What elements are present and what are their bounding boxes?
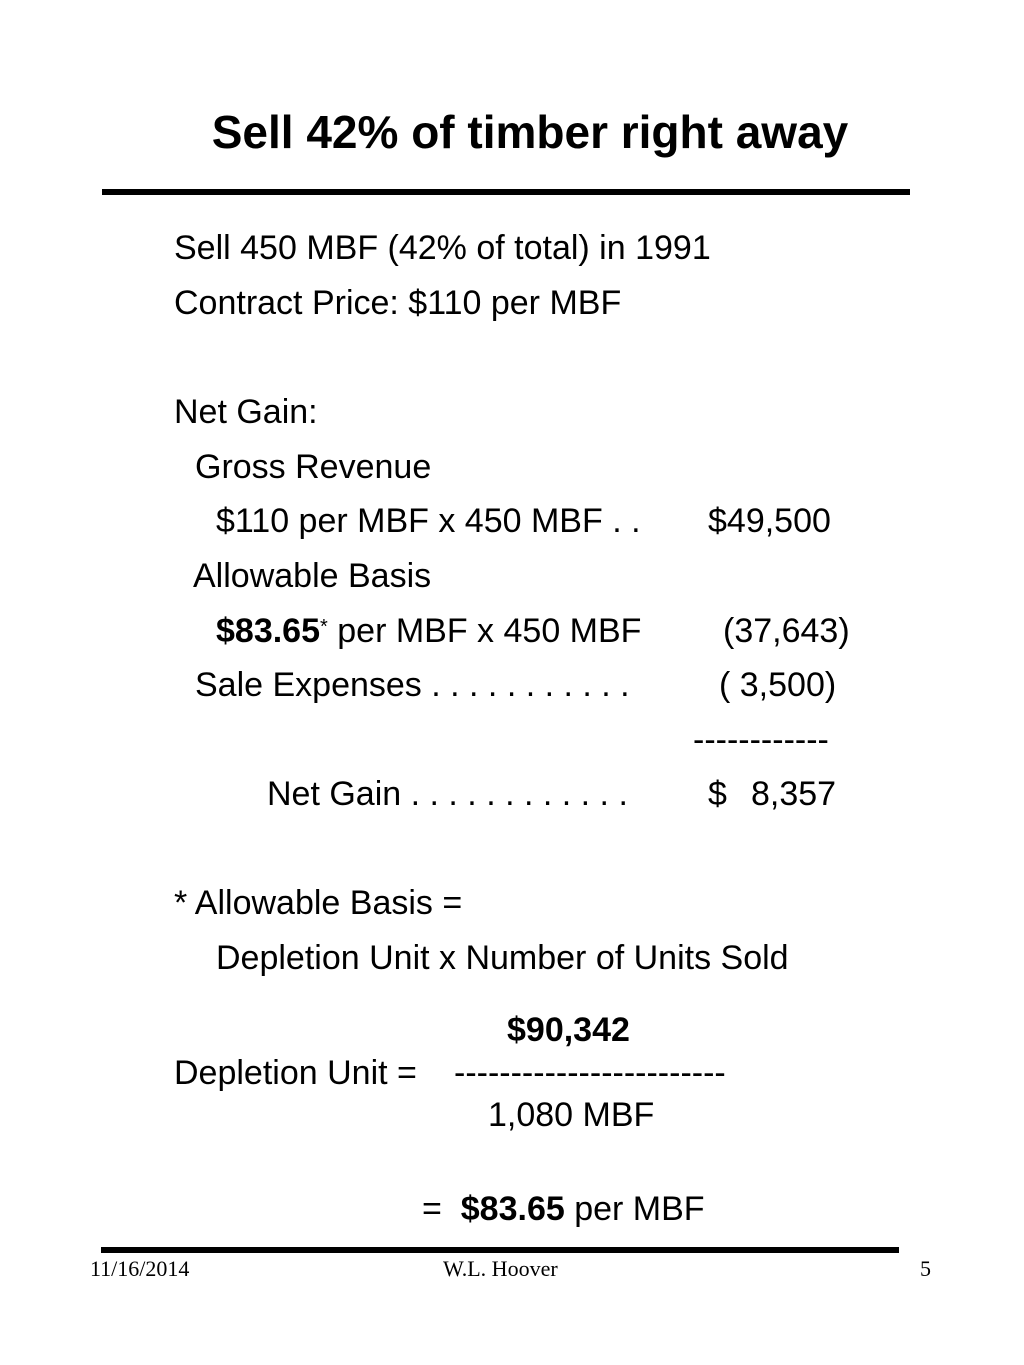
title-divider xyxy=(102,189,910,195)
allowable-basis-calc-row xyxy=(216,611,641,651)
gross-revenue-value: $49,500 xyxy=(708,502,831,540)
footer-divider xyxy=(101,1247,899,1253)
contract-price-line: Contract Price: $110 per MBF xyxy=(174,284,622,322)
allowable-basis-value: (37,643) xyxy=(723,612,850,650)
slide-title: Sell 42% of timber right away xyxy=(211,106,849,158)
net-gain-label: Net Gain . . . . . . . . . . . . xyxy=(267,775,628,813)
result-value: $83.65 xyxy=(460,1190,565,1228)
footnote-marker: * xyxy=(320,616,328,638)
net-gain-heading: Net Gain: xyxy=(174,393,318,431)
footnote-formula: Depletion Unit x Number of Units Sold xyxy=(216,939,789,977)
depletion-numerator: $90,342 xyxy=(507,1011,630,1049)
footer-author: W.L. Hoover xyxy=(443,1256,558,1281)
gross-revenue-label: Gross Revenue xyxy=(195,448,432,486)
allowable-basis-rate: $83.65 xyxy=(216,612,320,650)
net-gain-value: 8,357 xyxy=(751,775,837,813)
footer-date: 11/16/2014 xyxy=(90,1256,190,1281)
result-unit: per MBF xyxy=(574,1190,705,1228)
depletion-result-row xyxy=(422,1189,705,1229)
result-equals: = xyxy=(422,1190,442,1228)
allowable-basis-calc: per MBF x 450 MBF xyxy=(337,612,642,650)
footer-page-number: 5 xyxy=(920,1256,931,1281)
sale-volume-line: Sell 450 MBF (42% of total) in 1991 xyxy=(174,229,711,267)
gross-revenue-calc: $110 per MBF x 450 MBF . . xyxy=(216,502,641,540)
net-gain-currency: $ xyxy=(708,775,727,813)
depletion-unit-label: Depletion Unit = xyxy=(174,1054,417,1092)
sale-expenses-label: Sale Expenses . . . . . . . . . . . xyxy=(195,666,630,704)
footnote-definition: * Allowable Basis = xyxy=(174,884,463,922)
allowable-basis-label: Allowable Basis xyxy=(193,557,432,595)
total-rule: ------------ xyxy=(693,721,829,759)
depletion-fraction-bar: ------------------------ xyxy=(454,1054,726,1092)
sale-expenses-value: ( 3,500) xyxy=(719,666,837,704)
depletion-denominator: 1,080 MBF xyxy=(488,1096,655,1134)
